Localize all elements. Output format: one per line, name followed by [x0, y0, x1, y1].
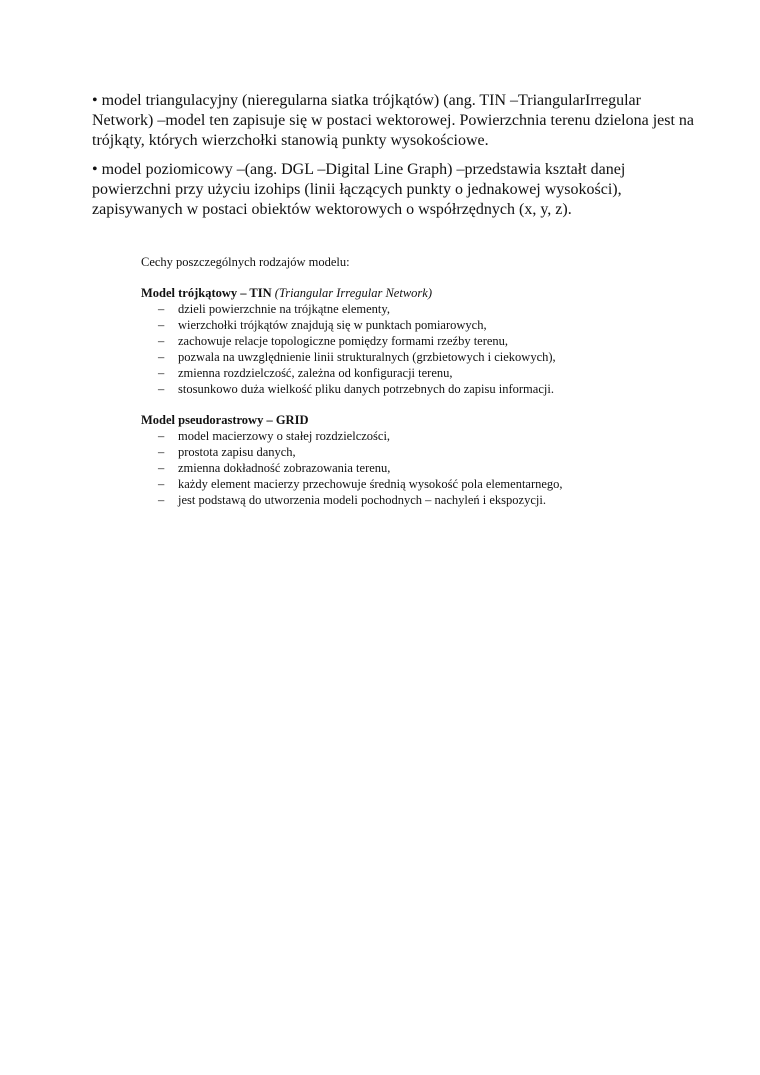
paragraph-line: Network) –model ten zapisuje się w postaci wektorowej. Powierzchnia terenu dzielona jest na: [92, 112, 695, 129]
dash-bullet: –: [158, 461, 165, 475]
list-item-text: stosunkowo duża wielkość pliku danych potrzebnych do zapisu informacji.: [178, 382, 554, 396]
dash-bullet: –: [158, 302, 165, 316]
list-item: [141, 444, 661, 460]
list-item: [141, 492, 661, 508]
dash-bullet: –: [158, 334, 165, 348]
tin-features-list: [141, 301, 661, 397]
dash-bullet: –: [158, 429, 165, 443]
tin-section: [141, 285, 661, 397]
dash-bullet: –: [158, 382, 165, 396]
list-item-text: dzieli powierzchnie na trójkątne elementy,: [178, 302, 390, 316]
list-item-text: wierzchołki trójkątów znajdują się w punktach pomiarowych,: [178, 318, 487, 332]
paragraph-line: powierzchni przy użyciu izohips (linii łączących punkty o jednakowej wysokości),: [92, 181, 622, 198]
paragraph-dgl-model: [92, 160, 682, 220]
dash-bullet: –: [158, 493, 165, 507]
dash-bullet: –: [158, 477, 165, 491]
list-item-text: prostota zapisu danych,: [178, 445, 296, 459]
list-item: [141, 333, 661, 349]
paragraph-line: zapisywanych w postaci obiektów wektorowych o współrzędnych (x, y, z).: [92, 201, 572, 218]
list-item-text: każdy element macierzy przechowuje średnią wysokość pola elementarnego,: [178, 477, 563, 491]
list-item: [141, 460, 661, 476]
list-item-text: zachowuje relacje topologiczne pomiędzy formami rzeźby terenu,: [178, 334, 509, 348]
model-features-block: [141, 254, 661, 523]
list-item: [141, 428, 661, 444]
grid-section-title: Model pseudorastrowy – GRID: [141, 413, 309, 427]
grid-features-list: [141, 428, 661, 508]
list-item-text: zmienna rozdzielczość, zależna od konfiguracji terenu,: [178, 366, 453, 380]
list-item: [141, 476, 661, 492]
list-item: [141, 301, 661, 317]
list-item: [141, 365, 661, 381]
list-item: [141, 381, 661, 397]
paragraph-line: • model triangulacyjny (nieregularna siatka trójkątów) (ang. TIN –TriangularIrregular: [92, 92, 641, 109]
tin-title: Model trójkątowy – TIN: [141, 286, 272, 300]
paragraph-tin-model: [92, 91, 695, 151]
dash-bullet: –: [158, 318, 165, 332]
paragraph-line: trójkąty, których wierzchołki stanowią punkty wysokościowe.: [92, 132, 489, 149]
list-item-text: model macierzowy o stałej rozdzielczości,: [178, 429, 391, 443]
dash-bullet: –: [158, 350, 165, 364]
grid-section: [141, 412, 661, 508]
dash-bullet: –: [158, 366, 165, 380]
list-item: [141, 317, 661, 333]
list-item-text: zmienna dokładność zobrazowania terenu,: [178, 461, 391, 475]
list-item: [141, 349, 661, 365]
features-heading: Cechy poszczególnych rodzajów modelu:: [141, 255, 350, 269]
list-item-text: jest podstawą do utworzenia modeli pochodnych – nachyleń i ekspozycji.: [178, 493, 546, 507]
tin-subtitle: (Triangular Irregular Network): [274, 286, 432, 300]
list-item-text: pozwala na uwzględnienie linii strukturalnych (grzbietowych i ciekowych),: [178, 350, 556, 364]
paragraph-line: • model poziomicowy –(ang. DGL –Digital Line Graph) –przedstawia kształt danej: [92, 161, 626, 178]
dash-bullet: –: [158, 445, 165, 459]
tin-section-title: [141, 285, 661, 301]
